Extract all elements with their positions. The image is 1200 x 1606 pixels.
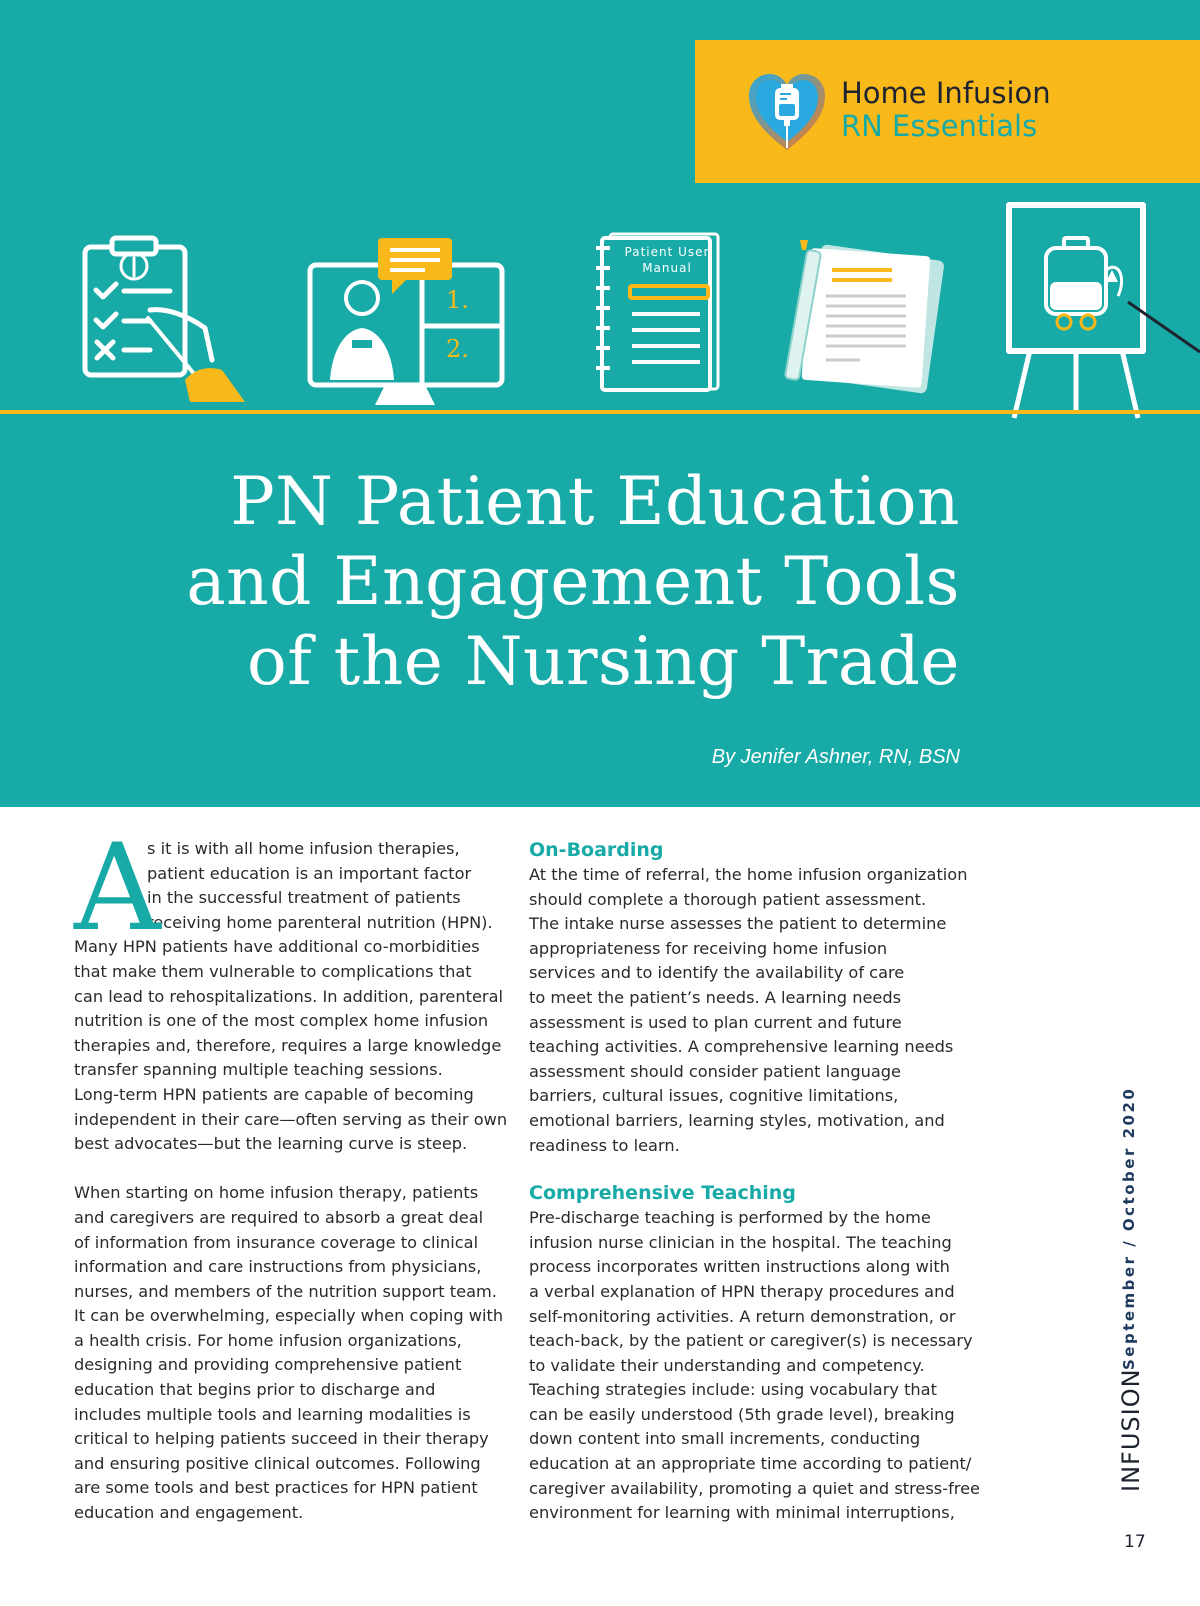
paragraph-line: education and engagement. — [74, 1503, 304, 1523]
paragraph-line: infusion nurse clinician in the hospital. The teaching — [529, 1232, 952, 1252]
paragraph-line: best advocates—but the learning curve is steep. — [74, 1134, 468, 1154]
illustration-row — [0, 190, 1200, 430]
paragraph-line: teach-back, by the patient or caregiver(s) is necessary — [529, 1331, 973, 1351]
paragraph-line: receiving home parenteral nutrition (HPN). — [147, 912, 493, 932]
paragraph-line: appropriateness for receiving home infusion — [529, 938, 888, 958]
paragraph-line: to validate their understanding and competency. — [529, 1355, 925, 1375]
step-two-label: 2. — [446, 335, 469, 363]
title-line: of the Nursing Trade — [247, 623, 960, 700]
paragraph-line: caregiver availability, promoting a quiet and stress-free — [529, 1478, 980, 1498]
paragraph-line: It can be overwhelming, especially when coping with — [74, 1306, 504, 1326]
paragraph-line: process incorporates written instructions along with — [529, 1257, 950, 1277]
paragraph-line: education that begins prior to discharge and — [74, 1380, 436, 1400]
easel-iv-bag-icon — [1006, 202, 1200, 418]
paragraph-line: education at an appropriate time according to patient/ — [529, 1454, 972, 1474]
paragraph-line: nurses, and members of the nutrition support team. — [74, 1281, 497, 1301]
magazine-logo: INFUSION — [1117, 1368, 1145, 1492]
medical-checklist-icon — [85, 238, 212, 375]
paragraph-line: down content into small increments, conducting — [529, 1429, 921, 1449]
paragraph-line: The intake nurse assesses the patient to determine — [529, 914, 947, 934]
paragraph-line: in the successful treatment of patients — [147, 888, 461, 908]
paragraph-line: At the time of referral, the home infusion organization — [529, 865, 968, 884]
documents-pen-icon — [785, 240, 945, 394]
manual-title-line1: Patient User — [624, 245, 710, 259]
paragraph-line: transfer spanning multiple teaching sessions. — [74, 1060, 443, 1080]
paragraph-line: When starting on home infusion therapy, patients — [74, 1183, 479, 1203]
paragraph-line: assessment should consider patient language — [529, 1061, 902, 1081]
paragraph-line: teaching activities. A comprehensive learning needs — [529, 1037, 954, 1057]
paragraph-line: to meet the patient’s needs. A learning needs — [529, 987, 902, 1007]
title-line: PN Patient Education — [230, 463, 960, 540]
page-number: 17 — [1124, 1532, 1146, 1552]
paragraph-line: nutrition is one of the most complex home infusion — [74, 1011, 489, 1031]
hand-sleeve-shape — [185, 368, 245, 402]
paragraph-line: designing and providing comprehensive patient — [74, 1355, 462, 1375]
paragraph-line: Long-term HPN patients are capable of becoming — [74, 1084, 474, 1104]
paragraph-line: Teaching strategies include: using vocabulary that — [529, 1380, 937, 1400]
byline: By Jenifer Ashner, RN, BSN — [711, 746, 960, 768]
paragraph-line: and caregivers are required to absorb a great deal — [74, 1207, 484, 1227]
section-heading-onboarding: On-Boarding — [529, 839, 664, 861]
paragraph-line: includes multiple tools and learning modalities is — [74, 1404, 471, 1424]
right-column — [529, 837, 980, 1526]
paragraph-line: services and to identify the availability of care — [529, 963, 905, 983]
paragraph-line: independent in their care—often serving as their own — [74, 1109, 508, 1129]
paragraph-line: assessment is used to plan current and future — [529, 1012, 902, 1032]
paragraph-line: a health crisis. For home infusion organizations, — [74, 1330, 462, 1350]
paragraph-line: that make them vulnerable to complications that — [74, 961, 472, 981]
step-one-label: 1. — [446, 286, 469, 314]
paragraph-line: of information from insurance coverage to clinical — [74, 1232, 479, 1252]
drop-cap: A — [74, 819, 161, 958]
heart-iv-bag-icon — [747, 72, 827, 154]
paragraph-line: critical to helping patients succeed in their therapy — [74, 1429, 489, 1449]
article-title — [100, 462, 960, 702]
paragraph-line: Many HPN patients have additional co-morbidities — [74, 937, 480, 957]
left-column — [74, 819, 510, 1526]
paragraph-line: Pre-discharge teaching is performed by the home — [529, 1208, 931, 1228]
section-heading-teaching: Comprehensive Teaching — [529, 1182, 796, 1205]
brand-subtitle: RN Essentials — [841, 109, 1038, 143]
paragraph-line: can be easily understood (5th grade level), breaking — [529, 1404, 955, 1424]
paragraph-line: patient education is an important factor — [147, 863, 472, 883]
paragraph-line: are some tools and best practices for HPN patient — [74, 1478, 478, 1498]
paragraph-line: can lead to rehospitalizations. In addition, parenteral — [74, 986, 503, 1006]
paragraph-line: therapies and, therefore, requires a large knowledge — [74, 1035, 502, 1055]
paragraph-line: and ensuring positive clinical outcomes. Following — [74, 1453, 481, 1473]
yellow-shelf-line — [0, 410, 1200, 414]
paragraph-line: should complete a thorough patient assessment. — [529, 889, 927, 909]
brand-badge — [695, 40, 1200, 183]
paragraph-line: environment for learning with minimal interruptions, — [529, 1503, 955, 1523]
paragraph-line: s it is with all home infusion therapies, — [147, 839, 460, 858]
paragraph-line: barriers, cultural issues, cognitive limitations, — [529, 1086, 899, 1106]
paragraph-line: self-monitoring activities. A return demonstration, or — [529, 1306, 956, 1326]
telehealth-monitor-icon — [310, 238, 502, 405]
paragraph-line: information and care instructions from physicians, — [74, 1257, 482, 1277]
paragraph-line: readiness to learn. — [529, 1135, 680, 1155]
issue-date: September / October 2020 — [1120, 1086, 1138, 1370]
title-line: and Engagement Tools — [186, 543, 960, 620]
manual-title-line2: Manual — [642, 261, 692, 275]
paragraph-line: a verbal explanation of HPN therapy procedures and — [529, 1281, 955, 1301]
brand-title: Home Infusion — [841, 76, 1051, 110]
paragraph-line: emotional barriers, learning styles, motivation, and — [529, 1110, 945, 1130]
